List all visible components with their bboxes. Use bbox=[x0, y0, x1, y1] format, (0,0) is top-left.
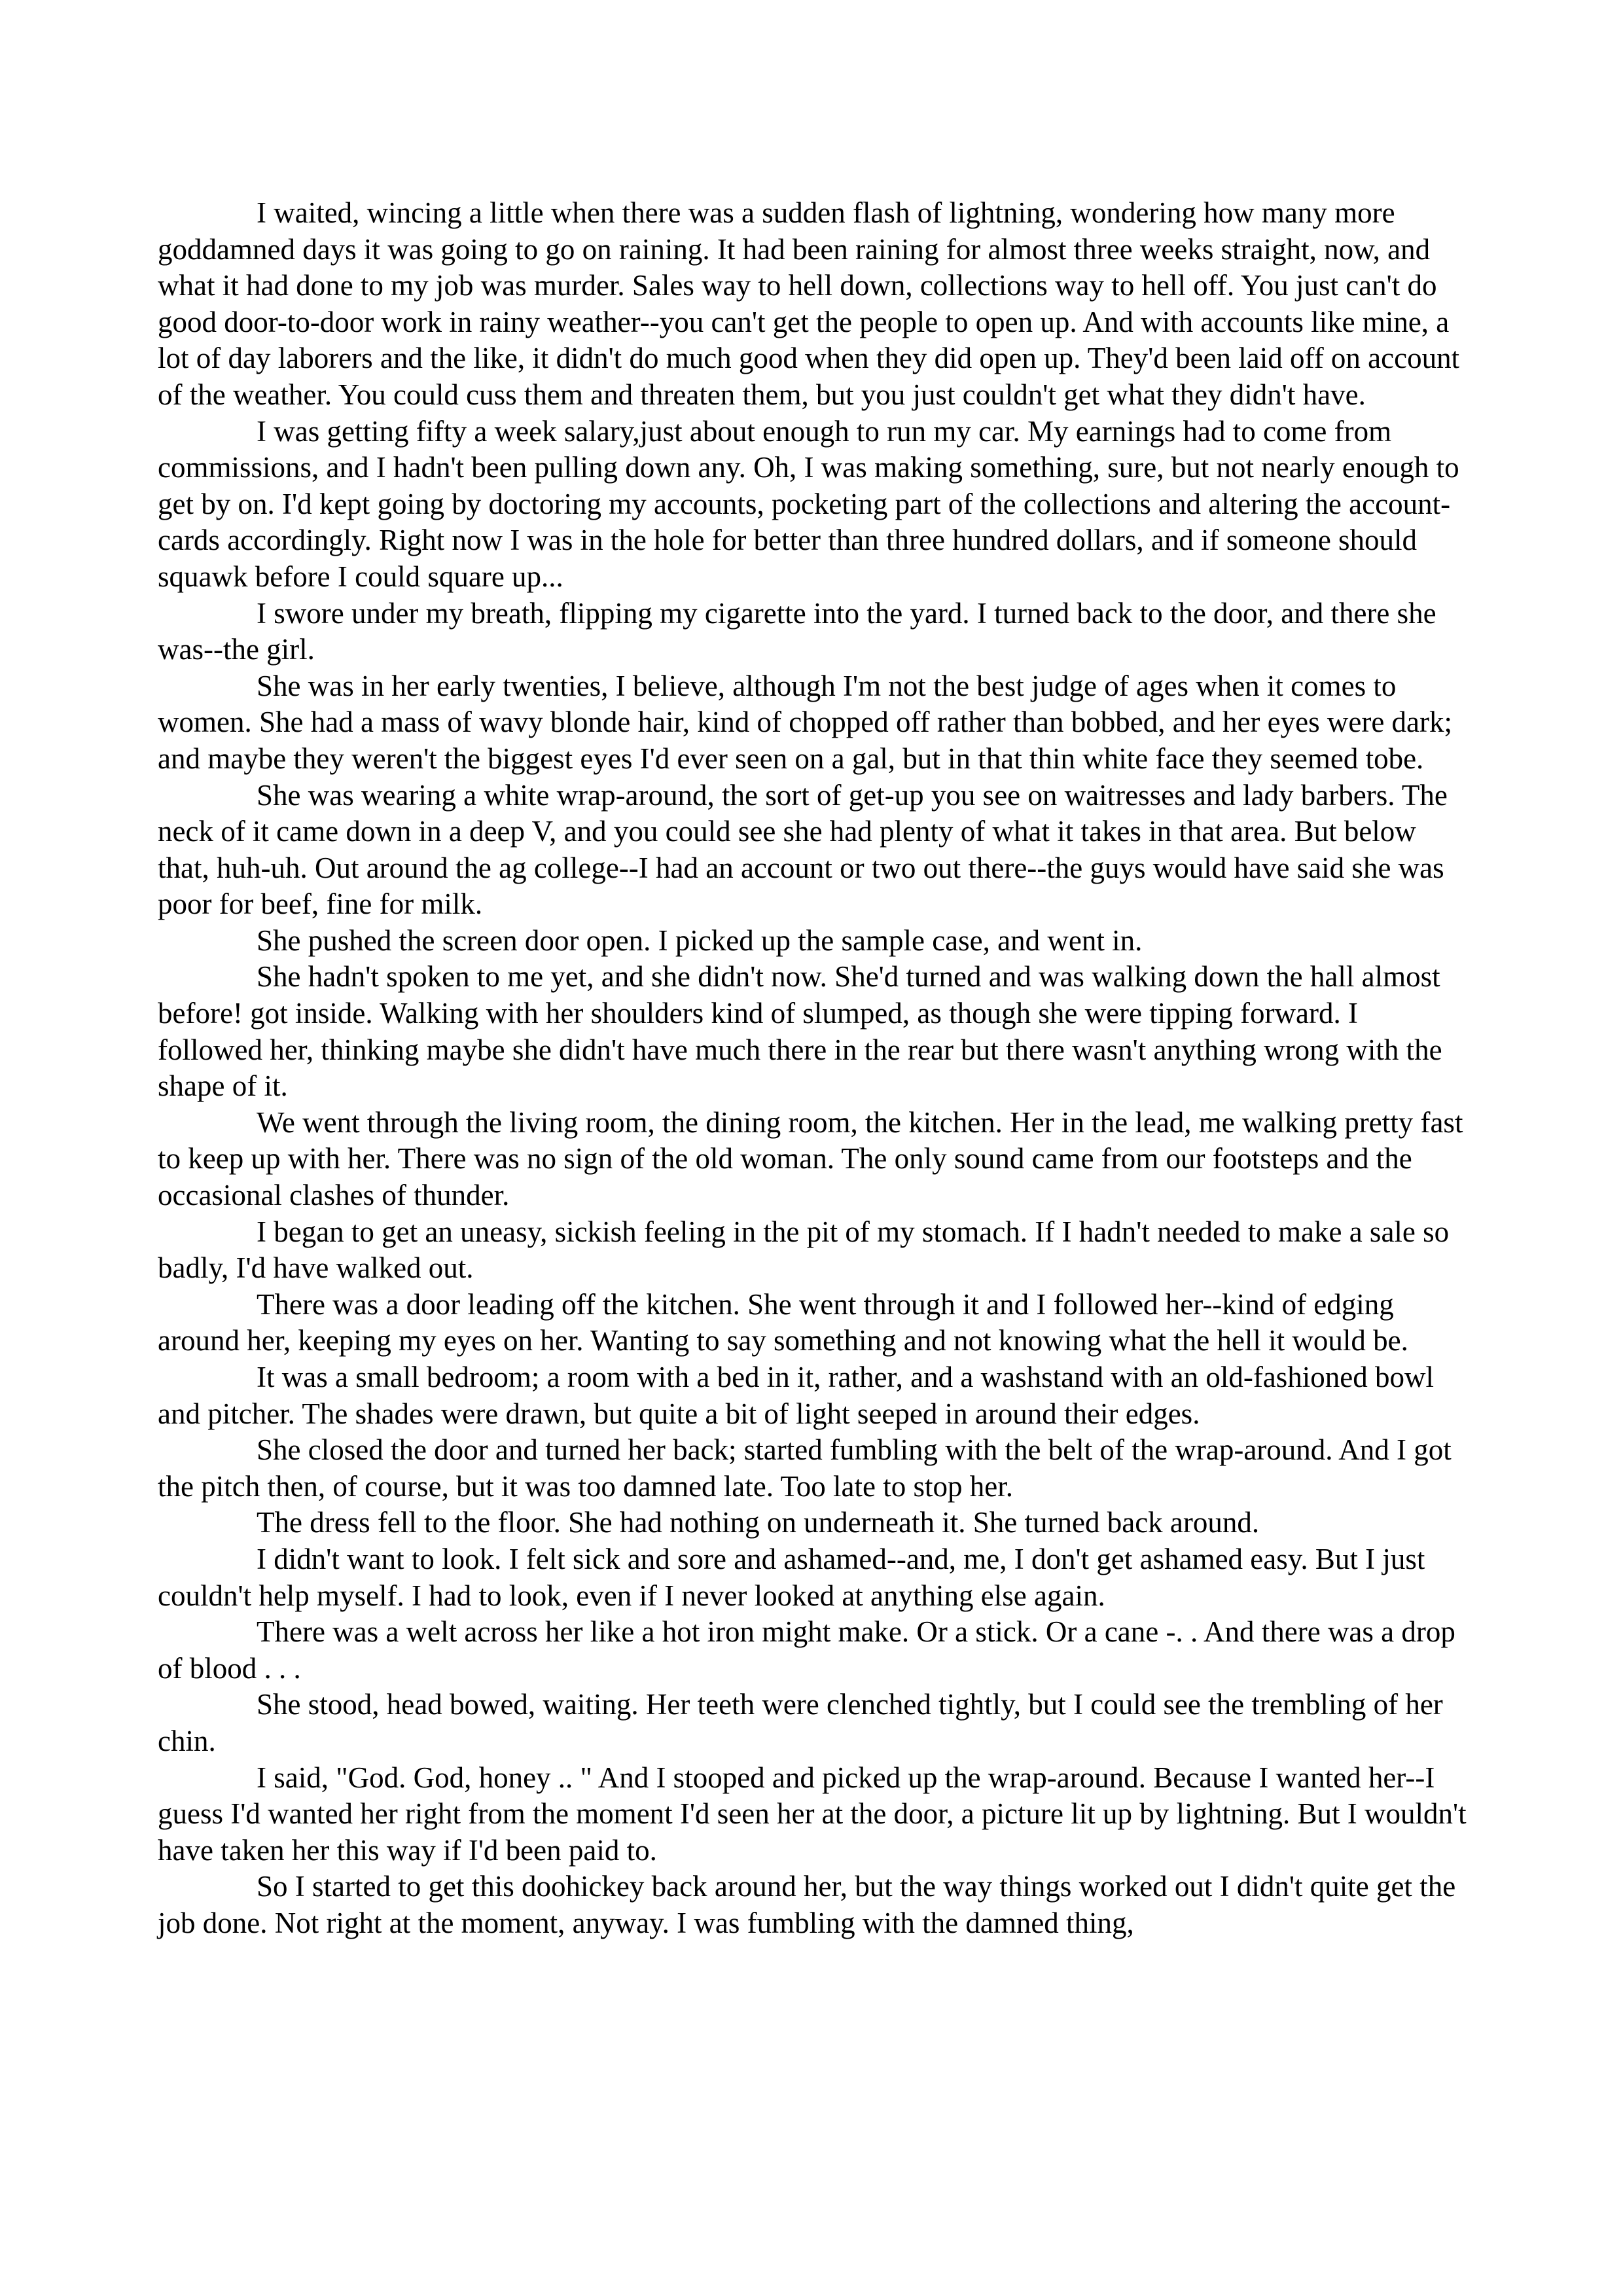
paragraph: I swore under my breath, flipping my cigarette into the yard. I turned back to the door, and there she was--the girl. bbox=[158, 596, 1436, 666]
paragraph: She was wearing a white wrap-around, the sort of get-up you see on waitresses and lady barbers. The neck of it came down in a deep V, and you could see she had plenty of what it takes in that area. But below that, huh-uh. Out around the ag college--I had an account or two out there--the guys would have said she was poor for beef, fine for milk. bbox=[158, 778, 1448, 921]
paragraph: She closed the door and turned her back; started fumbling with the belt of the wrap-around. And I got the pitch then, of course, but it was too damned late. Too late to stop her. bbox=[158, 1433, 1452, 1503]
paragraph: There was a welt across her like a hot iron might make. Or a stick. Or a cane -. . And there was a drop of blood . . . bbox=[158, 1615, 1455, 1685]
paragraph: I was getting fifty a week salary,just about enough to run my car. My earnings had to come from commissions, and I hadn't been pulling down any. Oh, I was making something, sure, but not nearly enough to get by on. I'd kept going by doctoring my accounts, pocketing part of the collections and altering the account-cards accordingly. Right now I was in the hole for better than three hundred dollars, and if someone should squawk before I could square up... bbox=[158, 414, 1459, 593]
paragraph: I said, "God. God, honey .. " And I stooped and picked up the wrap-around. Because I wanted her--I guess I'd wanted her right from the moment I'd seen her at the door, a picture lit up by lightning. But I wouldn't have taken her this way if I'd been paid to. bbox=[158, 1761, 1467, 1867]
paragraph: I waited, wincing a little when there was a sudden flash of lightning, wondering how many more goddamned days it was going to go on raining. It had been raining for almost three weeks straight, now, and what it had done to my job was murder. Sales way to hell down, collections way to hell off. You just can't do good door-to-door work in rainy weather--you can't get the people to open up. And with accounts like mine, a lot of day laborers and the like, it didn't do much good when they did open up. They'd been laid off on account of the weather. You could cuss them and threaten them, but you just couldn't get what they didn't have. bbox=[158, 196, 1460, 411]
paragraph: I began to get an uneasy, sickish feeling in the pit of my stomach. If I hadn't needed to make a sale so badly, I'd have walked out. bbox=[158, 1215, 1450, 1285]
paragraph: She hadn't spoken to me yet, and she didn't now. She'd turned and was walking down the hall almost before! got inside. Walking with her shoulders kind of slumped, as though she were tipping forward. I followed her, thinking maybe she didn't have much there in the rear but there wasn't anything wrong with the shape of it. bbox=[158, 960, 1442, 1103]
paragraph: There was a door leading off the kitchen. She went through it and I followed her--kind of edging around her, keeping my eyes on her. Wanting to say something and not knowing what the hell it would be. bbox=[158, 1287, 1408, 1357]
paragraph: It was a small bedroom; a room with a bed in it, rather, and a washstand with an old-fashioned bowl and pitcher. The shades were drawn, but quite a bit of light seeped in around their edges. bbox=[158, 1361, 1435, 1430]
paragraph: She pushed the screen door open. I picked up the sample case, and went in. bbox=[257, 924, 1143, 957]
paragraph: We went through the living room, the dining room, the kitchen. Her in the lead, me walking pretty fast to keep up with her. There was no sign of the old woman. The only sound came from our footsteps and the occasional clashes of thunder. bbox=[158, 1105, 1463, 1212]
paragraph: She stood, head bowed, waiting. Her teeth were clenched tightly, but I could see the trembling of her chin. bbox=[158, 1688, 1443, 1757]
paragraph: The dress fell to the floor. She had nothing on underneath it. She turned back around. bbox=[257, 1506, 1260, 1539]
paragraph: She was in her early twenties, I believe, although I'm not the best judge of ages when it comes to women. She had a mass of wavy blonde hair, kind of chopped off rather than bobbed, and her eyes were dark; and maybe they weren't the biggest eyes I'd ever seen on a gal, but in that thin white face they seemed tobe. bbox=[158, 669, 1453, 775]
paragraph: So I started to get this doohickey back around her, but the way things worked out I didn't quite get the job done. Not right at the moment, anyway. I was fumbling with the damned thing, bbox=[158, 1870, 1456, 1939]
paragraph: I didn't want to look. I felt sick and sore and ashamed--and, me, I don't get ashamed easy. But I just couldn't help myself. I had to look, even if I never looked at anything else again. bbox=[158, 1542, 1425, 1612]
body-text bbox=[158, 195, 1467, 1942]
